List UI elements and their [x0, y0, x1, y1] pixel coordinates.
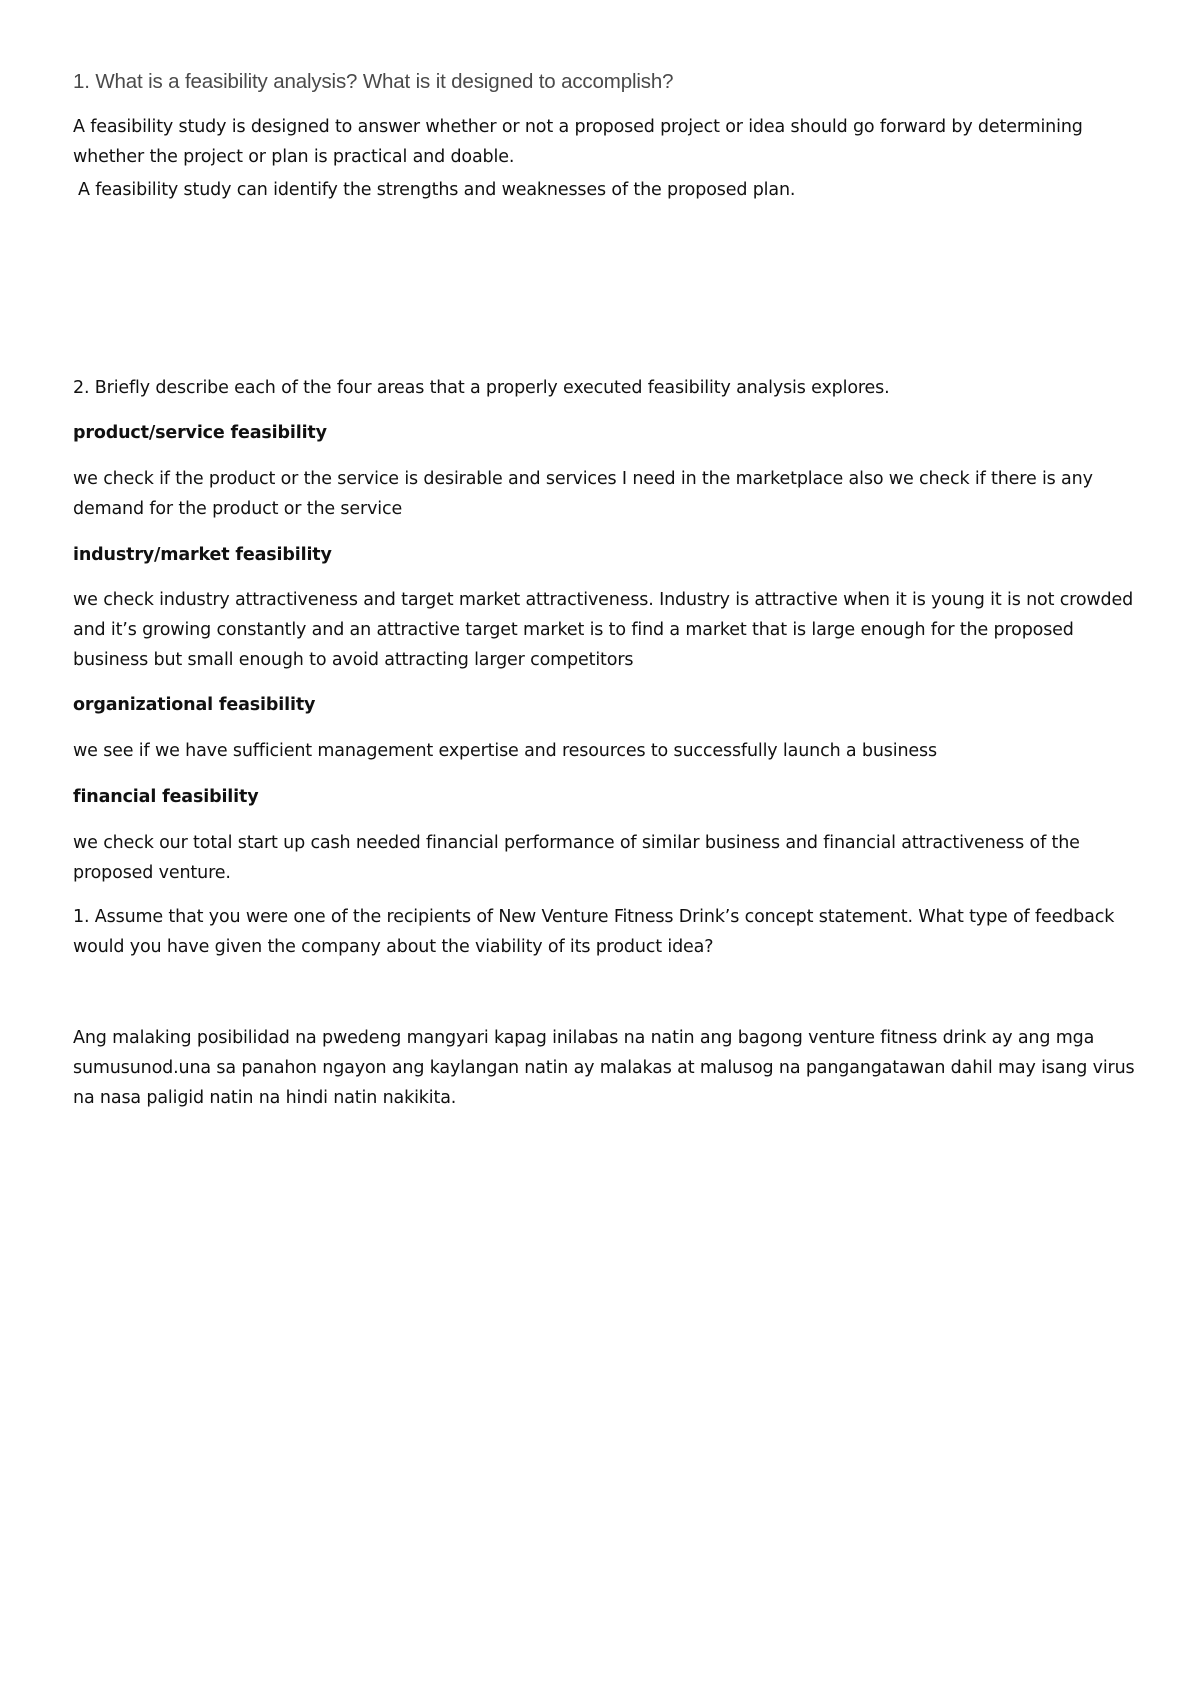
answer-3-paragraph: Ang malaking posibilidad na pwedeng mangyari kapag inilabas na natin ang bagong venture fitness drink ay ang mga sumusunod.una sa panahon ngayon ang kaylangan natin ay malakas at malusog na pangangatawan dahil may isang virus na nasa paligid natin na hindi natin nakikita.: [73, 1028, 1135, 1108]
question-1-heading: 1. What is a feasibility analysis? What is it designed to accomplish?: [73, 70, 674, 93]
answer-1-paragraph-2: A feasibility study can identify the strengths and weaknesses of the proposed plan.: [78, 180, 796, 200]
area-3-text: we see if we have sufficient management expertise and resources to successfully launch a business: [73, 741, 937, 761]
area-2-heading: industry/market feasibility: [73, 545, 332, 565]
question-2-heading: 2. Briefly describe each of the four areas that a properly executed feasibility analysis explores.: [73, 378, 890, 398]
area-3-heading: organizational feasibility: [73, 695, 316, 715]
area-1-text: we check if the product or the service is desirable and services I need in the marketplace also we check if there is any demand for the product or the service: [73, 469, 1093, 519]
area-1-heading: product/service feasibility: [73, 423, 327, 443]
question-3-heading: 1. Assume that you were one of the recipients of New Venture Fitness Drink’s concept statement. What type of feedback would you have given the company about the viability of its product idea?: [73, 907, 1115, 957]
area-4-text: we check our total start up cash needed financial performance of similar business and financial attractiveness of the proposed venture.: [73, 833, 1080, 883]
area-2-text: we check industry attractiveness and target market attractiveness. Industry is attractive when it is young it is not crowded and it’s growing constantly and an attractive target market is to find a market that is large enough for the proposed business but small enough to avoid attracting larger competitors: [73, 590, 1134, 670]
answer-1-paragraph-1: A feasibility study is designed to answer whether or not a proposed project or idea should go forward by determining whether the project or plan is practical and doable.: [73, 117, 1083, 167]
area-4-heading: financial feasibility: [73, 787, 259, 807]
